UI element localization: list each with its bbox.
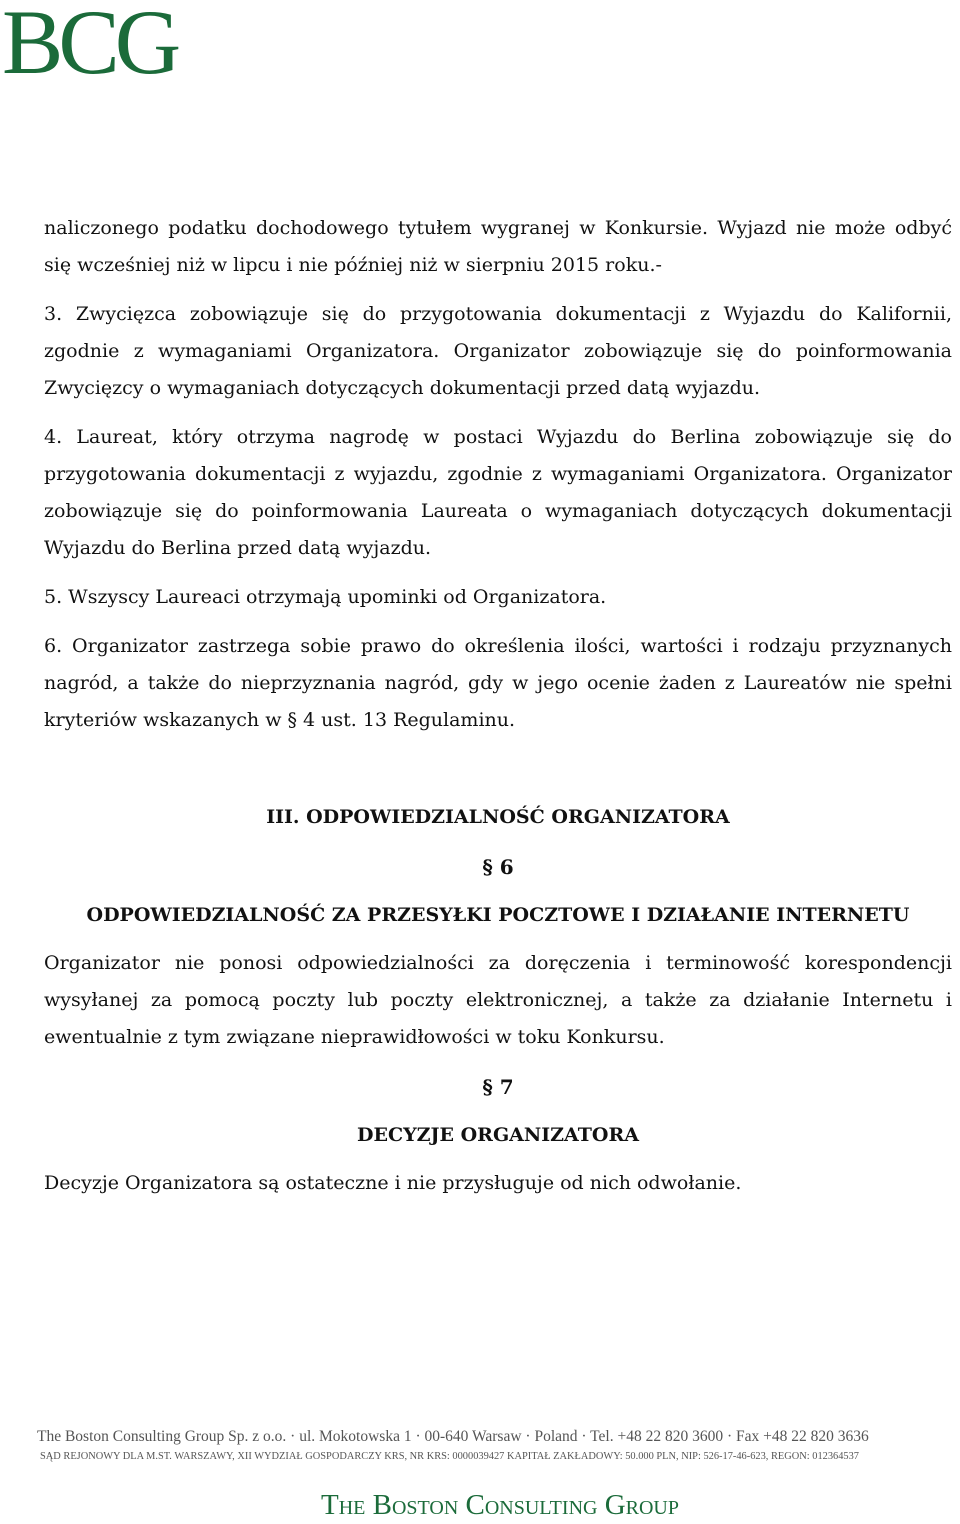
paragraph-6: 6. Organizator zastrzega sobie prawo do określenia ilości, wartości i rodzaju przyznanych nagród, a także do nieprzyznania nagród, gdy w jego ocenie żaden z Laureatów nie spełni kryteriów wskazanych w § 4 ust. 13 Regulaminu. xyxy=(44,635,952,731)
footer-brand-logo: The Boston Consulting Group xyxy=(320,1489,679,1521)
paragraph-block-6 xyxy=(44,945,952,1068)
paragraph-text-6: Organizator nie ponosi odpowiedzialności za doręczenia i terminowość korespondencji wysyłanej za pomocą poczty lub poczty elektronicznej, a także za działanie Internetu i ewentualnie z tym związane nieprawidłowości w toku Konkursu. xyxy=(44,952,952,1048)
footer-address: The Boston Consulting Group Sp. z o.o. · ul. Mokotowska 1 · 00-640 Warsaw · Poland · Tel. +48 22 820 3600 · Fax +48 22 820 3636 xyxy=(37,1428,869,1445)
paragraph-4: 4. Laureat, który otrzyma nagrodę w postaci Wyjazdu do Berlina zobowiązuje się do przygotowania dokumentacji z wyjazdu, zgodnie z wymaganiami Organizatora. Organizator zobowiązuje się do poinformowania Laureata o wymaganiach dotyczących dokumentacji Wyjazdu do Berlina przed datą wyjazdu. xyxy=(44,426,952,559)
paragraph-3: 3. Zwycięzca zobowiązuje się do przygotowania dokumentacji z Wyjazdu do Kalifornii, zgodnie z wymaganiami Organizatora. Organizator zobowiązuje się do poinformowania Zwycięzcy o wymaganiach dotyczących dokumentacji przed datą wyjazdu. xyxy=(44,303,952,399)
paragraph-number-7: § 7 xyxy=(482,1075,514,1099)
paragraph-number-6: § 6 xyxy=(482,855,514,879)
section-title: III. ODPOWIEDZIALNOŚĆ ORGANIZATORA xyxy=(266,806,730,828)
bcg-logo: BCG xyxy=(2,0,177,93)
document-body xyxy=(44,210,952,751)
paragraph-heading-7: DECYZJE ORGANIZATORA xyxy=(357,1124,639,1146)
paragraph-5: 5. Wszyscy Laureaci otrzymają upominki od Organizatora. xyxy=(44,586,607,608)
paragraph-block-7 xyxy=(44,1165,952,1214)
paragraph-heading-6: ODPOWIEDZIALNOŚĆ ZA PRZESYŁKI POCZTOWE I DZIAŁANIE INTERNETU xyxy=(86,904,910,926)
paragraph-text-7: Decyzje Organizatora są ostateczne i nie przysługuje od nich odwołanie. xyxy=(44,1172,742,1194)
paragraph-continuation: naliczonego podatku dochodowego tytułem wygranej w Konkursie. Wyjazd nie może odbyć się wcześniej niż w lipcu i nie później niż w sierpniu 2015 roku.- xyxy=(44,217,952,276)
footer-registry: SĄD REJONOWY DLA M.ST. WARSZAWY, XII WYDZIAŁ GOSPODARCZY KRS, NR KRS: 0000039427 KAPITAŁ ZAKŁADOWY: 50.000 PLN, NIP: 526-17-46-623, REGON: 012364537 xyxy=(40,1451,860,1462)
